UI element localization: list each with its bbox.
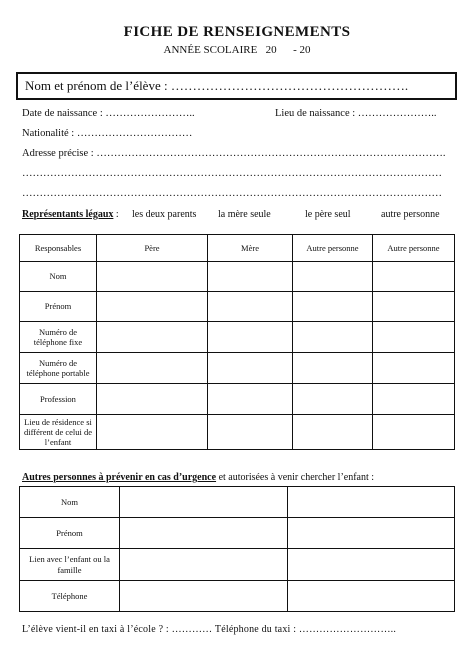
table-cell[interactable]: [97, 415, 208, 450]
table-cell[interactable]: [293, 322, 373, 353]
table-cell[interactable]: [97, 384, 208, 415]
emergency-table: [19, 486, 455, 612]
table-cell[interactable]: [120, 518, 288, 549]
row-label: Nom: [20, 487, 120, 518]
student-name-box: [16, 72, 457, 100]
row-label: Nom: [20, 262, 97, 292]
option-mother-only[interactable]: la mère seule: [218, 209, 271, 220]
column-header: Responsables: [20, 235, 97, 262]
table-row: [20, 292, 455, 322]
table-cell[interactable]: [293, 384, 373, 415]
table-cell[interactable]: [293, 353, 373, 384]
table-cell[interactable]: [373, 292, 455, 322]
birth-date-field[interactable]: Date de naissance : ……………………..: [22, 108, 195, 119]
legal-reps-heading: [22, 209, 121, 220]
table-cell[interactable]: [97, 262, 208, 292]
table-cell[interactable]: [97, 292, 208, 322]
table-cell[interactable]: [373, 262, 455, 292]
table-row: [20, 322, 455, 353]
table-cell[interactable]: [293, 415, 373, 450]
table-row: [20, 262, 455, 292]
row-label: Prénom: [20, 518, 120, 549]
table-cell[interactable]: [373, 353, 455, 384]
option-father-only[interactable]: le père seul: [305, 209, 351, 220]
table-cell[interactable]: [120, 487, 288, 518]
address-line-2[interactable]: …………………………………………………………………………………………………………: [22, 168, 442, 179]
table-cell[interactable]: [208, 384, 293, 415]
table-cell[interactable]: [293, 262, 373, 292]
table-cell[interactable]: [288, 549, 455, 581]
table-cell[interactable]: [208, 262, 293, 292]
emergency-heading-rest: et autorisées à venir chercher l’enfant :: [216, 472, 375, 483]
table-cell[interactable]: [208, 415, 293, 450]
table-cell[interactable]: [208, 353, 293, 384]
table-cell[interactable]: [208, 322, 293, 353]
row-label: Lieu de résidence si différent de celui de l’enfant: [20, 415, 97, 450]
responsables-table: [19, 234, 455, 450]
row-label: Prénom: [20, 292, 97, 322]
birth-place-field[interactable]: Lieu de naissance : …………………..: [275, 108, 437, 119]
table-cell[interactable]: [373, 384, 455, 415]
table-row: [20, 353, 455, 384]
row-label: Lien avec l’enfant ou la famille: [20, 549, 120, 581]
column-header: Autre personne: [373, 235, 455, 262]
column-header: Autre personne: [293, 235, 373, 262]
table-cell[interactable]: [293, 292, 373, 322]
column-header: Père: [97, 235, 208, 262]
page-title: FICHE DE RENSEIGNEMENTS: [123, 24, 351, 40]
table-row: [20, 549, 455, 581]
row-label: Téléphone: [20, 581, 120, 612]
table-cell[interactable]: [208, 292, 293, 322]
table-row: [20, 487, 455, 518]
table-cell[interactable]: [97, 353, 208, 384]
emergency-heading: [22, 472, 374, 483]
table-row: [20, 384, 455, 415]
legal-reps-heading-text: Représentants légaux: [22, 209, 114, 220]
address-field[interactable]: Adresse précise : ……………………………………………………………………………………….: [22, 148, 446, 159]
student-name-field[interactable]: Nom et prénom de l’élève : ……………………………………………….: [25, 78, 409, 93]
table-cell[interactable]: [288, 581, 455, 612]
table-cell[interactable]: [288, 487, 455, 518]
row-label: Numéro de téléphone portable: [20, 353, 97, 384]
nationality-field[interactable]: Nationalité : ……………………………: [22, 128, 193, 139]
row-label: Numéro de téléphone fixe: [20, 322, 97, 353]
table-cell[interactable]: [120, 549, 288, 581]
column-header: Mère: [208, 235, 293, 262]
table-cell[interactable]: [120, 581, 288, 612]
table-row: [20, 518, 455, 549]
row-label: Profession: [20, 384, 97, 415]
table-header-row: [20, 235, 455, 262]
taxi-line[interactable]: L’élève vient-il en taxi à l’école ? : ………… Téléphone du taxi : ………………………..: [22, 624, 397, 635]
table-cell[interactable]: [373, 415, 455, 450]
legal-reps-separator: :: [113, 209, 122, 220]
table-row: [20, 415, 455, 450]
table-cell[interactable]: [97, 322, 208, 353]
option-other-person[interactable]: autre personne: [381, 209, 440, 220]
option-both-parents[interactable]: les deux parents: [132, 209, 197, 220]
school-year: ANNÉE SCOLAIRE 20 - 20: [163, 44, 311, 56]
emergency-heading-text: Autres personnes à prévenir en cas d’urgence: [22, 472, 217, 483]
address-line-3[interactable]: …………………………………………………………………………………………………………: [22, 188, 442, 199]
table-cell[interactable]: [373, 322, 455, 353]
table-row: [20, 581, 455, 612]
table-cell[interactable]: [288, 518, 455, 549]
